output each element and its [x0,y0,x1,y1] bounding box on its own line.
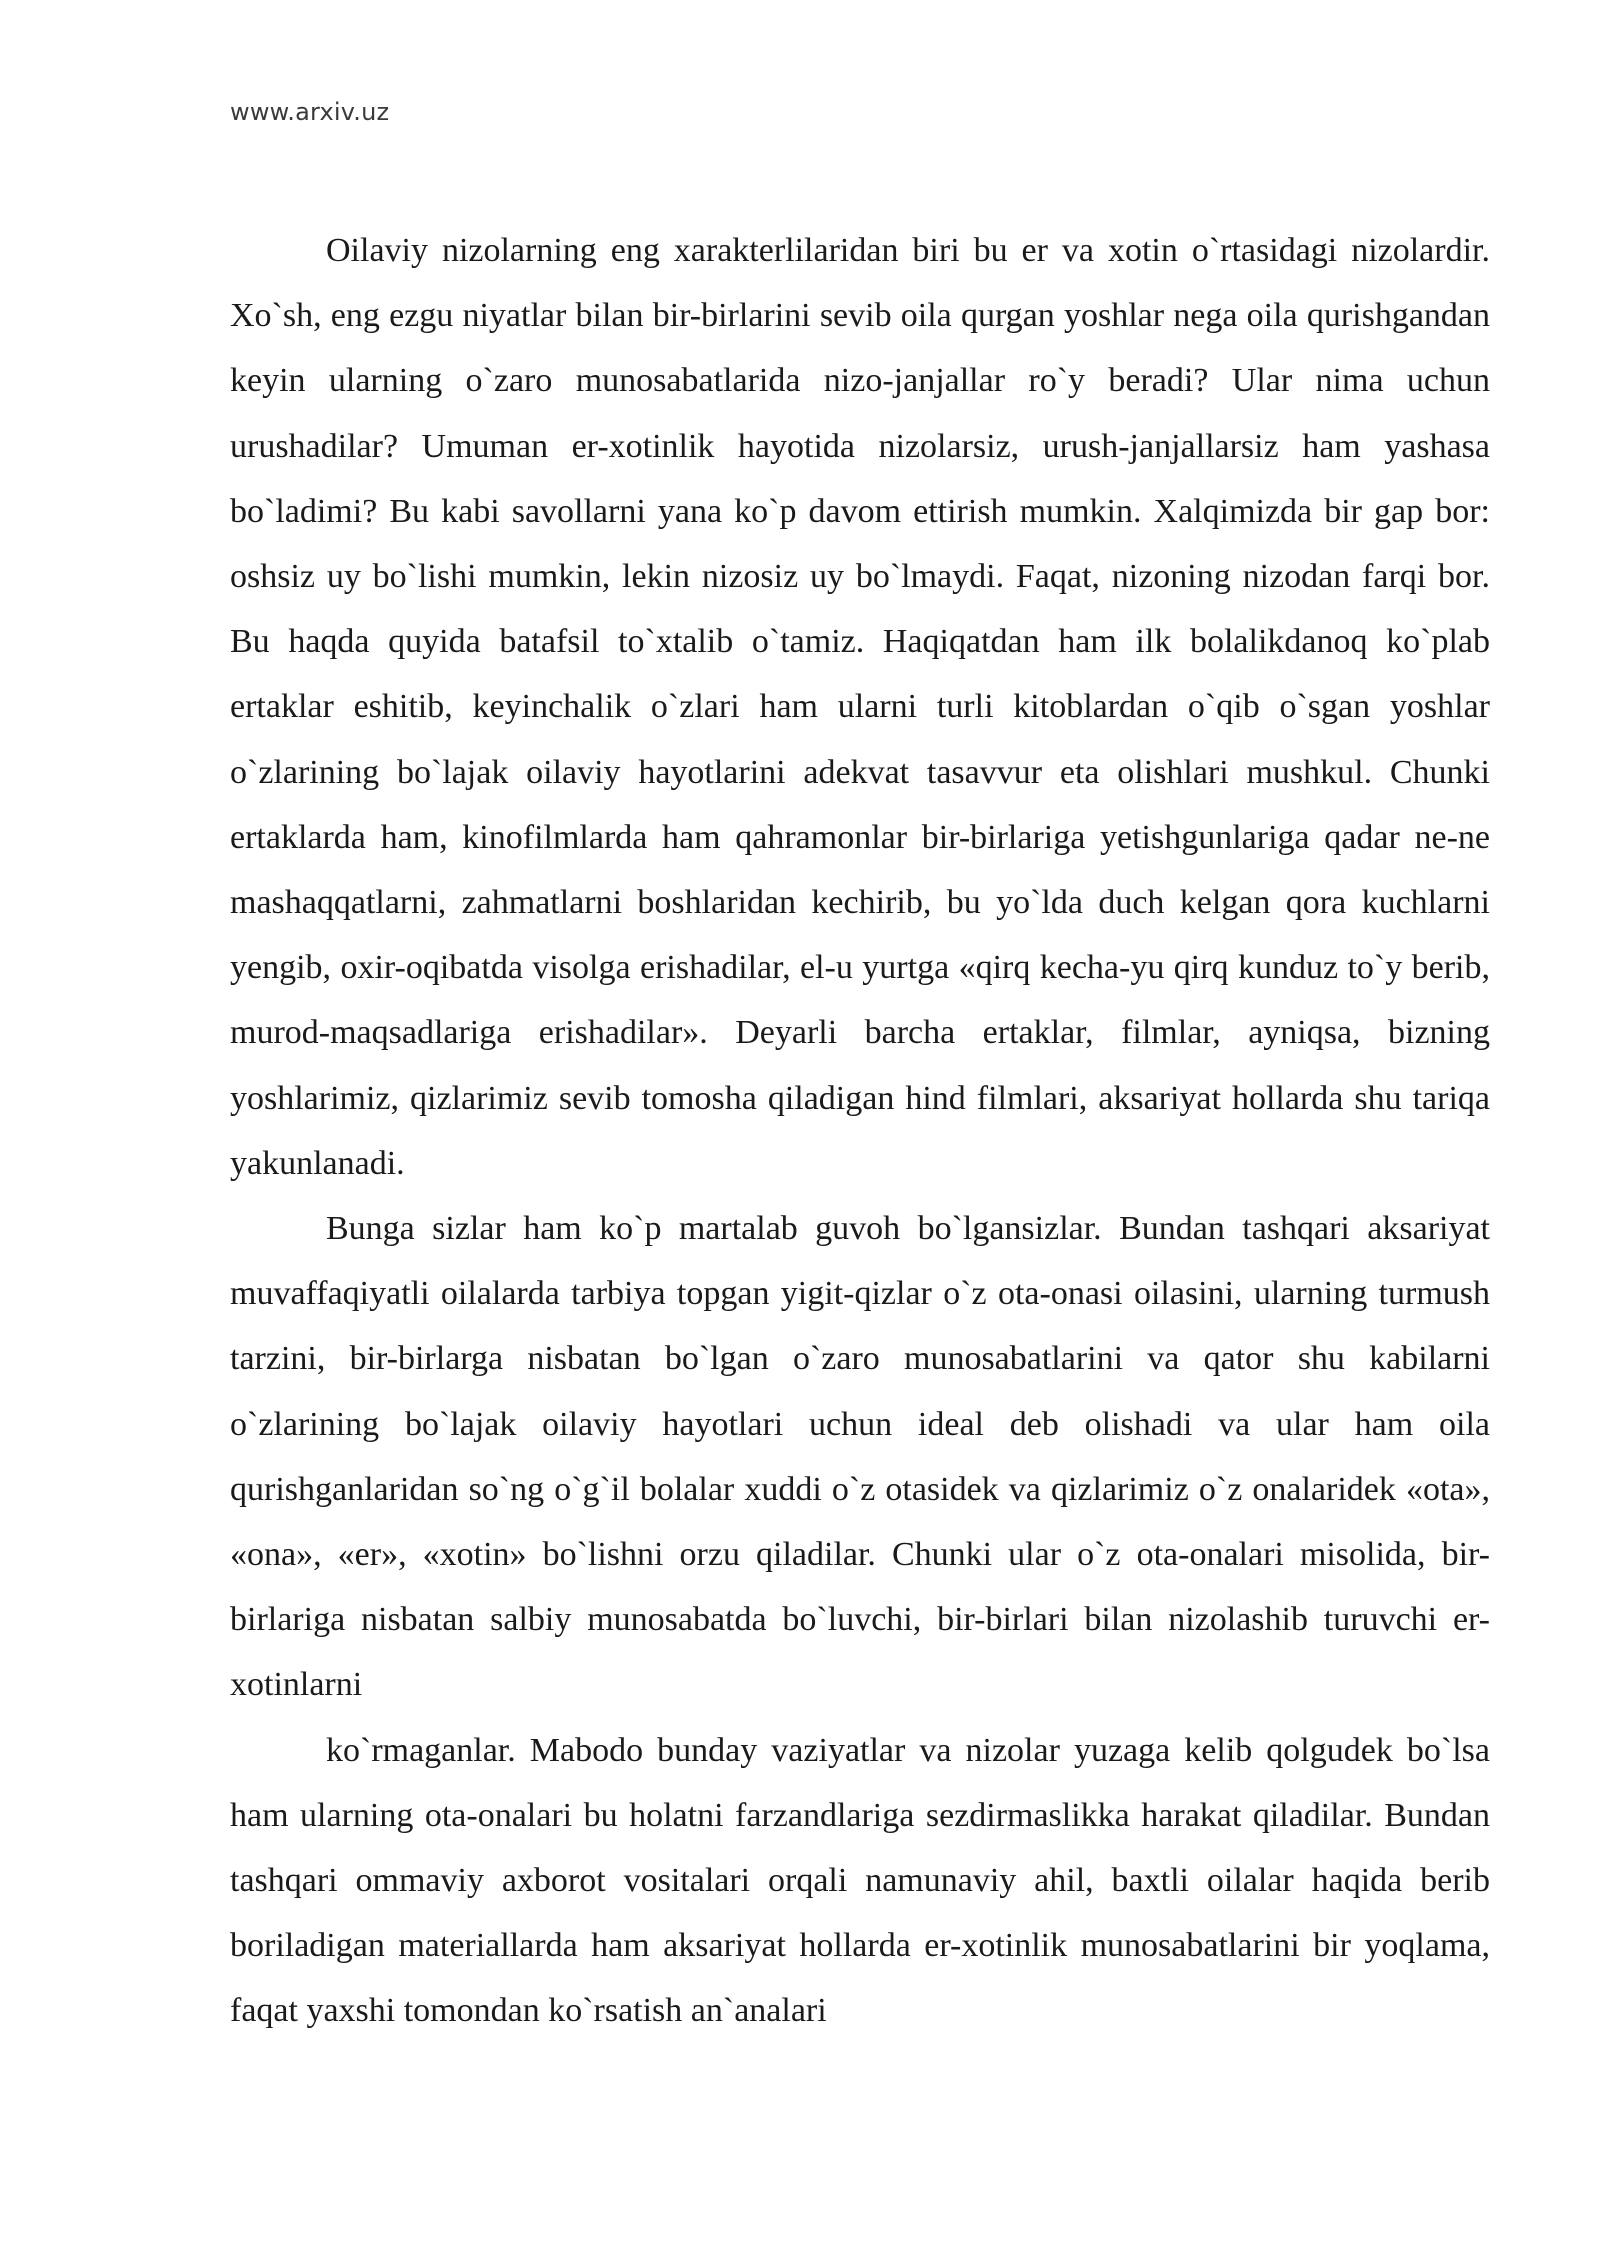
paragraph-3: ko`rmaganlar. Mabodo bunday vaziyatlar va nizolar yuzaga kelib qolgudek bo`lsa ham ularning ota-onalari bu holatni farzandlariga sezdirmaslikka harakat qiladilar. Bundan tashqari ommaviy axborot vositalari orqali namunaviy ahil, baxtli oilalar haqida berib boriladigan materiallarda ham aksariyat hollarda er-xotinlik munosabatlarini bir yoqlama, faqat yaxshi tomondan ko`rsatish an`analari [230,1731,1490,2030]
paragraph-1: Oilaviy nizolarning eng xarakterlilaridan biri bu er va xotin o`rtasidagi nizolardir. Xo`sh, eng ezgu niyatlar bilan bir-birlarini sevib oila qurgan yoshlar nega oila qurishgandan keyin ularning o`zaro munosabatlarida nizo-janjallar ro`y beradi? Ular nima uchun urushadilar? Umuman er-xotinlik hayotida nizolarsiz, urush-janjallarsiz ham yashasa bo`ladimi? Bu kabi savollarni yana ko`p davom ettirish mumkin. Xalqimizda bir gap bor: oshsiz uy bo`lishi mumkin, lekin nizosiz uy bo`lmaydi. Faqat, nizoning nizodan farqi bor. Bu haqda quyida batafsil to`xtalib o`tamiz. Haqiqatdan ham ilk bolalikdanoq ko`plab ertaklar eshitib, keyinchalik o`zlari ham ularni turli kitoblardan o`qib o`sgan yoshlar o`zlarining bo`lajak oilaviy hayotlarini adekvat tasavvur eta olishlari mushkul. Chunki ertaklarda ham, kinofilmlarda ham qahramonlar bir-birlariga yetishgunlariga qadar ne-ne mashaqqatlarni, zahmatlarni boshlaridan kechirib, bu yo`lda duch kelgan qora kuchlarni yengib, oxir-oqibatda visolga erishadilar, el-u yurtga «qirq kecha-yu qirq kunduz to`y berib, murod-maqsadlariga erishadilar». Deyarli barcha ertaklar, filmlar, ayniqsa, bizning yoshlarimiz, qizlarimiz sevib tomosha qiladigan hind filmlari, aksariyat hollarda shu tariqa yakunlanadi. [230,232,1490,1182]
header-url: www.arxiv.uz [230,98,390,126]
document-body [230,218,1490,2044]
paragraph-2: Bunga sizlar ham ko`p martalab guvoh bo`lgansizlar. Bundan tashqari aksariyat muvaffaqiyatli oilalarda tarbiya topgan yigit-qizlar o`z ota-onasi oilasini, ularning turmush tarzini, bir-birlarga nisbatan bo`lgan o`zaro munosabatlarini va qator shu kabilarni o`zlarining bo`lajak oilaviy hayotlari uchun ideal deb olishadi va ular ham oila qurishganlaridan so`ng o`g`il bolalar xuddi o`z otasidek va qizlarimiz o`z onalaridek «ota», «ona», «er», «xotin» bo`lishni orzu qiladilar. Chunki ular o`z ota-onalari misolida, bir-birlariga nisbatan salbiy munosabatda bo`luvchi, bir-birlari bilan nizolashib turuvchi er-xotinlarni [230,1210,1490,1704]
